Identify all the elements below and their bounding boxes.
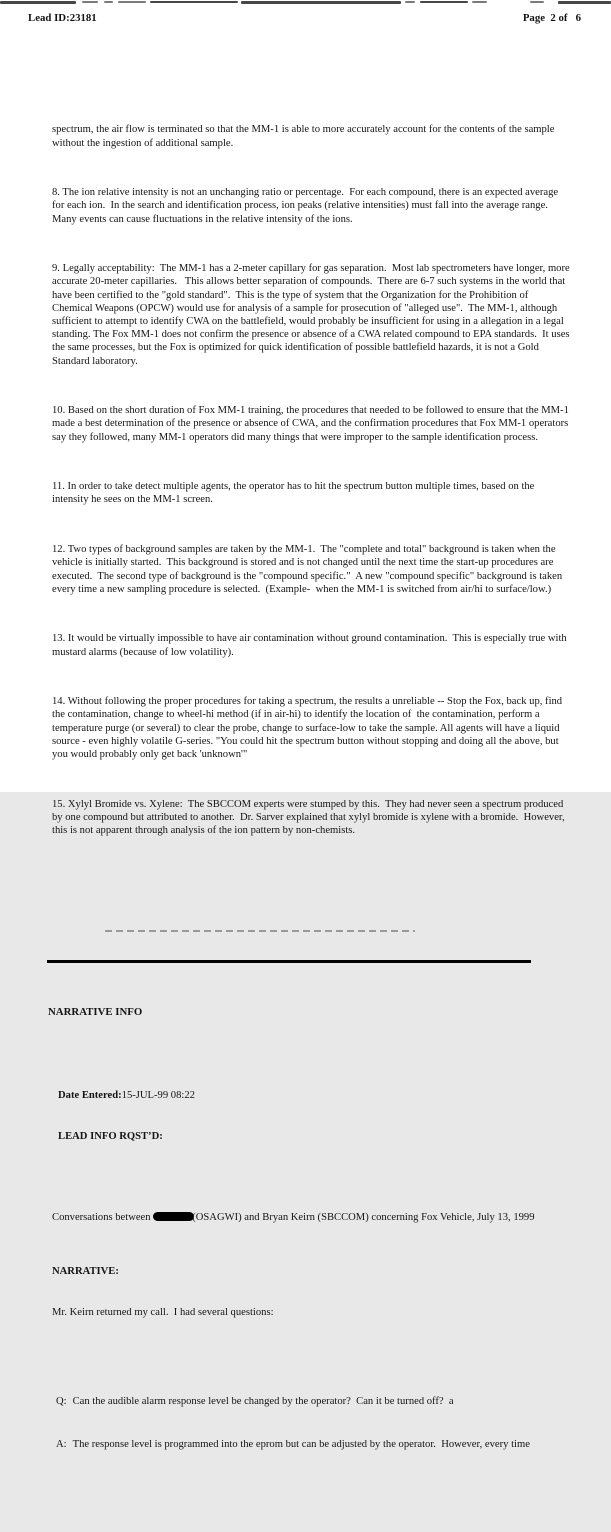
question-prefix: Q: <box>56 1396 67 1408</box>
paragraph-10: 10. Based on the short duration of Fox MM-1 training, the procedures that needed to be followed to ensure that the MM-1 made a best determination of the presence or absence of CWA, and the confirmation procedures that Fox MM-1 operators say they followed, many MM-1 operators did many things that were improper to the sample identification process. <box>52 405 572 443</box>
paragraph-14: 14. Without following the proper procedures for taking a spectrum, the results a unreliable -- Stop the Fox, back up, find the contamination, change to wheel-hi method (if in air-hi) to identify the location of the contamination, perform a temperature purge (or several) to clear the probe, change to surface-low to take the sample. All agents will have a liquid source - even highly volatile G-series. "You could hit the spectrum button without stopping and doing all the above, but you would probably only get back 'unknown'" <box>52 696 565 760</box>
paragraph-12: 12. Two types of background samples are taken by the MM-1. The "complete and total" background is taken when the vehicle is initially started. This background is stored and is not changed until the next time the start-up procedures are executed. The second type of background is the "compound specific." A new "compound specific" background is taken every time a new sampling procedure is selected. (Example- when the MM-1 is switched from air/hi to surface/low.) <box>52 544 565 595</box>
scan-artifact-segment <box>241 1 401 4</box>
narrative-label: NARRATIVE: <box>52 1265 119 1277</box>
lead-info-rqstd-label: LEAD INFO RQST’D: <box>58 1130 163 1142</box>
question-text: Can the audible alarm response level be changed by the operator? Can it be turned off? a <box>72 1396 454 1408</box>
scan-artifact-segment <box>405 1 415 3</box>
scan-artifact-segment <box>530 1 544 3</box>
scan-artifact-segment <box>150 1 238 3</box>
qa-block <box>56 1368 571 1480</box>
section-divider <box>47 960 531 963</box>
narrative-intro: Mr. Keirn returned my call. I had several questions: <box>52 1306 274 1318</box>
request-line <box>52 1211 571 1225</box>
paragraph-9: 9. Legally acceptability: The MM-1 has a 2-meter capillary for gas separation. Most lab spectrometers have longer, more accurate 20-meter capillaries. This allows better separation of compounds. There are 6-7 such systems in the world that have been certified to the "gold standard". This is the type of system that the Organization for the Prohibition of Chemical Weapons (OPCW) would use for analysis of a sample for prosecution of "alleged use". The MM-1, although sufficient to attempt to identify CWA on the battlefield, would probably be insufficient for using in a allegation in a legal standing. The Fox MM-1 does not confirm the presence or absence of a CWA related compound to EPA standards. It uses the same processes, but the Fox is optimized for quick identification of possible battlefield hazards, it is not a Gold Standard laboratory. <box>52 263 573 367</box>
date-entered-value: 15-JUL-99 08:22 <box>121 1089 195 1101</box>
date-entered-row <box>58 1089 571 1103</box>
document-body <box>48 97 573 1532</box>
paragraph-15: 15. Xylyl Bromide vs. Xylene: The SBCCOM experts were stumped by this. They had never seen a spectrum produced by one compound but attributed to another. Dr. Sarver explained that xylyl bromide is xylene with a bromide. However, this is not apparent through analysis of the ion pattern by non-chemists. <box>52 798 568 836</box>
answer-text: The response level is programmed into the eprom but can be adjusted by the operator. However, every time <box>72 1438 530 1450</box>
scan-artifact-segment <box>82 1 98 3</box>
scan-artifact-segment <box>472 1 487 3</box>
answer-prefix: A: <box>56 1438 67 1450</box>
paragraph-11: 11. In order to take detect multiple agents, the operator has to hit the spectrum button multiple times, based on the intensity he sees on the MM-1 screen. <box>52 481 538 506</box>
narrative-info-section <box>47 904 571 1506</box>
paragraph-13: 13. It would be virtually impossible to have air contamination without ground contamination. This is especially true with mustard alarms (because of low volatility). <box>52 633 570 658</box>
page-number: Page 2 of 6 <box>522 12 581 24</box>
scan-artifact-segment <box>420 1 468 3</box>
scan-artifact-segment <box>118 1 146 3</box>
date-entered-label: Date Entered: <box>58 1089 122 1101</box>
narrative-meta <box>58 1062 571 1171</box>
paragraph-8: 8. The ion relative intensity is not an unchanging ratio or percentage. For each compound, there is an expected average for each ion. In the search and identification process, ion peaks (relative intensities) must fall into the average range. Many events can cause fluctuations in the relative intensity of the ions. <box>52 187 561 225</box>
request-text-after: (OSAGWI) and Bryan Keirn (SBCCOM) concerning Fox Vehicle, July 13, 1999 <box>192 1211 535 1223</box>
paragraph-continuation: spectrum, the air flow is terminated so that the MM-1 is able to more accurately account for the contents of the sample without the ingestion of additional sample. <box>52 124 558 149</box>
scan-artifact-segment <box>0 1 76 4</box>
scan-smudge <box>105 930 415 932</box>
answer-line <box>56 1437 571 1453</box>
lead-id: Lead ID:23181 <box>28 12 97 24</box>
scan-artifact <box>0 0 611 8</box>
narrative-info-title: NARRATIVE INFO <box>48 1006 143 1019</box>
request-text-before: Conversations between <box>52 1211 154 1223</box>
redaction-mark <box>153 1212 194 1221</box>
scan-artifact-segment <box>558 1 611 4</box>
page-header <box>28 12 581 24</box>
question-line <box>56 1394 571 1410</box>
scan-artifact-segment <box>104 1 113 3</box>
